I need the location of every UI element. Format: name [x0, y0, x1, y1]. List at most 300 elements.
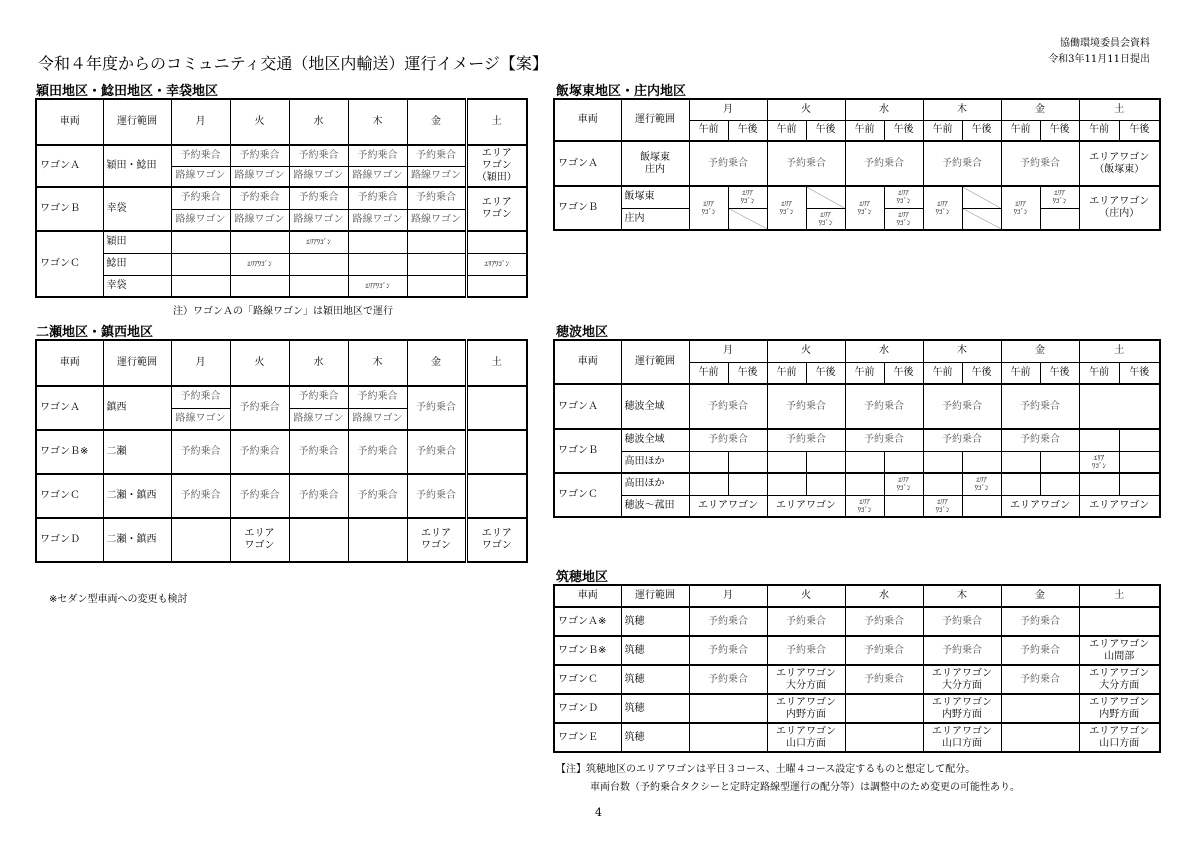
cell: 予約乗合: [289, 386, 348, 408]
cell: [689, 451, 728, 473]
range-c2: 鯰田: [103, 253, 171, 275]
cell-text: ﾜｺﾞﾝ: [1013, 208, 1028, 216]
header-pm: 午後: [962, 120, 1001, 141]
cell-text: エリアワゴン: [776, 725, 836, 737]
cell: [1040, 473, 1079, 495]
cell: [845, 186, 884, 230]
cell-text: エリア: [244, 528, 275, 539]
cell-text: 庄内: [645, 163, 665, 175]
cell: 予約乗合: [230, 474, 289, 518]
cell-text: ﾜｺﾞﾝ: [857, 505, 872, 514]
range: 筑穂: [621, 636, 689, 665]
cell: [348, 518, 407, 562]
cell: ｴﾘｱﾜｺﾞﾝ: [230, 253, 289, 275]
cell: [230, 518, 289, 562]
vehicle-e: ワゴンＥ: [554, 723, 621, 752]
vehicle-a: ワゴンＡ: [554, 141, 621, 186]
header-fri: 金: [1001, 99, 1079, 120]
cell-text: エリアワゴン: [932, 696, 992, 708]
header-vehicle: 車両: [36, 99, 103, 145]
header-vehicle: 車両: [36, 340, 103, 386]
header-tue: 火: [230, 340, 289, 386]
cell-text: エリアワゴン: [1089, 667, 1150, 679]
cell-text: 山口方面: [942, 737, 982, 749]
cell-text: エリアワゴン: [1089, 151, 1150, 163]
header-mon: 月: [689, 340, 767, 362]
cell: 予約乗合: [923, 429, 1001, 451]
range-a: 穂波全域: [621, 384, 689, 429]
vehicle-c: ワゴンＣ: [554, 473, 621, 517]
cell: ｴﾘｱﾜｺﾞﾝ: [348, 275, 407, 297]
cell: 予約乗合: [923, 607, 1001, 636]
cell: [923, 723, 1001, 752]
cell: [466, 231, 527, 253]
cell: [689, 186, 728, 230]
vehicle-d: ワゴンＤ: [36, 518, 103, 562]
header-am: 午前: [767, 120, 806, 141]
vehicle-b: ワゴンＢ: [554, 186, 621, 230]
cell: [767, 694, 845, 723]
cell-text: ﾜｺﾞﾝ: [896, 197, 911, 206]
cell: 路線ワゴン: [348, 166, 407, 187]
vehicle-a: ワゴンＡ: [554, 384, 621, 429]
sat-a: [466, 145, 527, 187]
header-fri: 金: [407, 99, 466, 145]
vehicle-c: ワゴンＣ: [36, 474, 103, 518]
header-range: 運行範囲: [621, 340, 689, 384]
cell-text: 飯塚東: [640, 151, 670, 163]
cell: 予約乗合: [289, 474, 348, 518]
cell-text: ｴﾘｱ: [976, 476, 987, 485]
cell: ｴﾘｱﾜｺﾞﾝ: [466, 253, 527, 275]
cell-text: ﾜｺﾞﾝ: [1052, 197, 1067, 206]
cell: [1079, 473, 1119, 495]
vehicle-bx: ワゴンＢ※: [554, 636, 621, 665]
range-c: 二瀬・鎮西: [103, 474, 171, 518]
cell: [884, 451, 923, 473]
cell: [728, 473, 767, 495]
header-am: 午前: [845, 120, 884, 141]
cell-text: 山口方面: [786, 737, 826, 749]
header-am: 午前: [1001, 120, 1040, 141]
s3-footnote: ※セダン型車両への変更も検討: [49, 594, 188, 605]
cell: [884, 473, 923, 495]
cell: [289, 253, 348, 275]
cell-text: （飯塚東）: [1094, 163, 1145, 175]
cell-text: ﾜｺﾞﾝ: [896, 484, 911, 493]
cell: [230, 231, 289, 253]
cell: 予約乗合: [289, 145, 348, 166]
cell-text: ｴﾘｱ: [937, 200, 948, 208]
cell: 路線ワゴン: [171, 209, 230, 231]
cell: [1001, 473, 1040, 495]
header-wed: 水: [289, 340, 348, 386]
range: 筑穂: [621, 694, 689, 723]
range: 筑穂: [621, 723, 689, 752]
header-pm: 午後: [884, 362, 923, 384]
cell: [1079, 665, 1160, 694]
header-mon: 月: [171, 340, 230, 386]
cell-text: （庄内）: [1099, 208, 1140, 219]
vehicle-c: ワゴンＣ: [36, 231, 103, 297]
header-tue: 火: [230, 99, 289, 145]
cell: 予約乗合: [689, 384, 767, 429]
cell: [806, 208, 845, 230]
cell-text: ﾜｺﾞﾝ: [935, 505, 950, 514]
submission-date: 令和3年11月11日提出: [1048, 54, 1150, 65]
header-fri: 金: [407, 340, 466, 386]
cell: 予約乗合: [230, 145, 289, 166]
cell: 予約乗合: [689, 636, 767, 665]
cell: [845, 451, 884, 473]
cell: 予約乗合: [767, 141, 845, 186]
cell: 予約乗合: [1001, 141, 1079, 186]
cell: [845, 495, 884, 517]
cell: 予約乗合: [289, 187, 348, 209]
cell-text: 大分方面: [1099, 679, 1140, 691]
cell-text: エリアワゴン: [932, 725, 992, 737]
cell-text: ﾜｺﾞﾝ: [701, 208, 716, 216]
cell-text: エリア: [481, 197, 512, 208]
cell: [230, 275, 289, 297]
vehicle-b: ワゴンＢ: [36, 187, 103, 231]
cell-text: 内野方面: [1099, 708, 1140, 720]
cell-text: エリアワゴン: [776, 696, 836, 708]
cell: 予約乗合: [1001, 665, 1079, 694]
header-tue: 火: [767, 585, 845, 607]
header-vehicle: 車両: [554, 585, 621, 607]
cell: [1040, 451, 1079, 473]
s5-note-2: 車両台数（予約乗合タクシーと定時定路線型運行の配分等）は調整中のため変更の可能性あり。: [590, 782, 1020, 793]
cell: エリアワゴン: [1079, 495, 1160, 517]
cell: [1001, 186, 1040, 230]
cell: エリアワゴン: [767, 495, 845, 517]
cell: 予約乗合: [845, 665, 923, 694]
cell: 予約乗合: [348, 474, 407, 518]
cell-text: 山間部: [1104, 650, 1135, 662]
cell: エリアワゴン: [1001, 495, 1079, 517]
cell: [1040, 186, 1079, 208]
header-thu: 木: [923, 340, 1001, 362]
cell: 予約乗合: [923, 636, 1001, 665]
schedule-table-s3: [35, 339, 528, 563]
cell: [962, 186, 1001, 208]
cell: [845, 723, 923, 752]
cell: [767, 186, 806, 230]
cell: [171, 275, 230, 297]
cell: 予約乗合: [767, 607, 845, 636]
cell: [289, 275, 348, 297]
section-title-s2: 飯塚東地区・庄内地区: [556, 84, 687, 99]
range-b1: 穂波全域: [621, 429, 689, 451]
range: 筑穂: [621, 665, 689, 694]
cell: [171, 253, 230, 275]
cell: 路線ワゴン: [230, 166, 289, 187]
cell: [884, 186, 923, 208]
range: 筑穂: [621, 607, 689, 636]
cell: 路線ワゴン: [407, 209, 466, 231]
header-thu: 木: [923, 585, 1001, 607]
header-thu: 木: [348, 340, 407, 386]
header-vehicle: 車両: [554, 99, 621, 141]
header-sat: 土: [1079, 99, 1160, 120]
header-sat: 土: [466, 340, 527, 386]
header-pm: 午後: [728, 362, 767, 384]
cell: 予約乗合: [1001, 384, 1079, 429]
cell: エリアワゴン: [689, 495, 767, 517]
cell: [806, 473, 845, 495]
cell: 路線ワゴン: [407, 166, 466, 187]
range-b1: 飯塚東: [621, 186, 689, 208]
cell: 路線ワゴン: [348, 408, 407, 430]
cell: [923, 186, 962, 230]
cell: 路線ワゴン: [230, 209, 289, 231]
cell: [767, 451, 806, 473]
cell: [1001, 694, 1079, 723]
cell-text: ワゴン: [421, 540, 451, 551]
range-b: 二瀬: [103, 430, 171, 474]
cell: 予約乗合: [171, 386, 230, 408]
cell: 予約乗合: [923, 384, 1001, 429]
header-sat: 土: [466, 99, 527, 145]
range-c1: 高田ほか: [621, 473, 689, 495]
cell: 予約乗合: [767, 636, 845, 665]
header-pm: 午後: [884, 120, 923, 141]
cell-text: ｴﾘｱ: [703, 200, 714, 208]
cell: 予約乗合: [230, 187, 289, 209]
cell: [1119, 429, 1160, 451]
cell: 予約乗合: [407, 145, 466, 166]
header-pm: 午後: [962, 362, 1001, 384]
cell: [728, 451, 767, 473]
sat-a: [1079, 141, 1160, 186]
header-sat: 土: [1079, 585, 1160, 607]
cell-text: 大分方面: [942, 679, 982, 691]
sat-b: [1079, 186, 1160, 230]
cell: [289, 518, 348, 562]
header-pm: 午後: [1040, 362, 1079, 384]
cell: 路線ワゴン: [171, 408, 230, 430]
cell-text: エリアワゴン: [1089, 196, 1150, 207]
cell: 路線ワゴン: [289, 408, 348, 430]
cell-text: ｴﾘｱ: [898, 189, 909, 198]
cell: 予約乗合: [1001, 607, 1079, 636]
cell: 予約乗合: [348, 187, 407, 209]
cell: 予約乗合: [689, 141, 767, 186]
cell: [884, 495, 923, 517]
cell: [171, 518, 230, 562]
cell: 予約乗合: [689, 665, 767, 694]
cell-text: エリアワゴン: [1089, 638, 1150, 650]
committee-name: 協働環境委員会資料: [1060, 38, 1150, 49]
cell: 予約乗合: [689, 607, 767, 636]
cell: [407, 231, 466, 253]
header-wed: 水: [845, 340, 923, 362]
cell-text: ワゴン: [244, 540, 275, 551]
cell: 予約乗合: [348, 386, 407, 408]
header-thu: 木: [923, 99, 1001, 120]
header-fri: 金: [1001, 585, 1079, 607]
cell-text: ﾜｺﾞﾝ: [974, 484, 989, 493]
header-mon: 月: [689, 99, 767, 120]
cell: 路線ワゴン: [348, 209, 407, 231]
cell: 予約乗合: [407, 386, 466, 430]
cell-text: エリアワゴン: [776, 667, 836, 679]
cell-text: 内野方面: [786, 708, 826, 720]
header-range: 運行範囲: [103, 99, 171, 145]
sat-b: [466, 187, 527, 231]
header-wed: 水: [845, 585, 923, 607]
range-a: 穎田・鯰田: [103, 145, 171, 187]
cell: [466, 275, 527, 297]
header-mon: 月: [689, 585, 767, 607]
range-b2: 庄内: [621, 208, 689, 230]
vehicle-a: ワゴンＡ: [36, 386, 103, 430]
header-am: 午前: [767, 362, 806, 384]
vehicle-c: ワゴンＣ: [554, 665, 621, 694]
cell: [923, 473, 962, 495]
cell: [466, 386, 527, 430]
cell: [1079, 429, 1119, 451]
cell: ｴﾘｱﾜｺﾞﾝ: [289, 231, 348, 253]
cell: [1119, 451, 1160, 473]
cell: 予約乗合: [845, 607, 923, 636]
cell: 予約乗合: [767, 384, 845, 429]
cell-text: ｴﾘｱ: [898, 210, 909, 219]
cell: [845, 694, 923, 723]
cell: 予約乗合: [171, 145, 230, 166]
page-title: 令和４年度からのコミュニティ交通（地区内輸送）運行イメージ【案】: [38, 54, 548, 73]
vehicle-bx: ワゴンＢ※: [36, 430, 103, 474]
cell: [407, 253, 466, 275]
cell: 予約乗合: [407, 430, 466, 474]
header-fri: 金: [1001, 340, 1079, 362]
vehicle-a: ワゴンＡ: [36, 145, 103, 187]
header-vehicle: 車両: [554, 340, 621, 384]
header-tue: 火: [767, 99, 845, 120]
cell-text: エリア: [421, 528, 451, 539]
cell: [767, 473, 806, 495]
s1-note: 注）ワゴンＡの「路線ワゴン」は穎田地区で運行: [173, 306, 393, 317]
cell-text: ｴﾘｱ: [820, 210, 831, 219]
cell-text: ｴﾘｱ: [781, 200, 792, 208]
cell: [1079, 694, 1160, 723]
cell: 予約乗合: [171, 474, 230, 518]
header-pm: 午後: [1119, 362, 1160, 384]
range-a: 鎮西: [103, 386, 171, 430]
vehicle-ax: ワゴンＡ※: [554, 607, 621, 636]
header-am: 午前: [689, 362, 728, 384]
cell-text: ワゴン: [481, 540, 512, 551]
cell-text: ワゴン: [481, 160, 512, 171]
range-a: [621, 141, 689, 186]
schedule-table-s5: [553, 584, 1161, 753]
header-am: 午前: [923, 120, 962, 141]
cell: [767, 665, 845, 694]
cell: 予約乗合: [1001, 636, 1079, 665]
header-wed: 水: [845, 99, 923, 120]
cell-text: ﾜｺﾞﾝ: [857, 208, 872, 216]
cell: [466, 474, 527, 518]
cell-text: ﾜｺﾞﾝ: [935, 208, 950, 216]
cell: 予約乗合: [845, 636, 923, 665]
range-c1: 穎田: [103, 231, 171, 253]
cell: [1079, 384, 1160, 429]
cell-text: ｴﾘｱ: [859, 200, 870, 208]
header-pm: 午後: [1040, 120, 1079, 141]
cell: 予約乗合: [230, 430, 289, 474]
cell: [962, 208, 1001, 230]
cell: [689, 723, 767, 752]
page-number: 4: [595, 806, 602, 819]
cell: [407, 518, 466, 562]
cell-text: ｴﾘｱ: [1015, 200, 1026, 208]
cell: [923, 495, 962, 517]
cell: 予約乗合: [845, 384, 923, 429]
cell-text: ｴﾘｱ: [1054, 189, 1065, 198]
cell-text: 内野方面: [942, 708, 982, 720]
header-pm: 午後: [806, 120, 845, 141]
cell: [1001, 451, 1040, 473]
cell: [1119, 473, 1160, 495]
range-d: 二瀬・鎮西: [103, 518, 171, 562]
section-title-s3: 二瀬地区・鎮西地区: [36, 325, 154, 340]
vehicle-d: ワゴンＤ: [554, 694, 621, 723]
range-b: 幸袋: [103, 187, 171, 231]
header-range: 運行範囲: [621, 99, 689, 141]
header-sat: 土: [1079, 340, 1160, 362]
cell-text: エリア: [481, 528, 512, 539]
cell: [806, 451, 845, 473]
cell-text: ﾜｺﾞﾝ: [779, 208, 794, 216]
header-tue: 火: [767, 340, 845, 362]
cell: 予約乗合: [171, 430, 230, 474]
cell-text: ﾜｺﾞﾝ: [818, 218, 833, 227]
cell-text: ｴﾘｱ: [1093, 453, 1105, 462]
header-am: 午前: [1079, 120, 1119, 141]
cell: [348, 253, 407, 275]
header-wed: 水: [289, 99, 348, 145]
header-thu: 木: [348, 99, 407, 145]
cell: [689, 694, 767, 723]
cell-text: ｴﾘｱ: [859, 497, 870, 506]
header-am: 午前: [923, 362, 962, 384]
header-am: 午前: [1001, 362, 1040, 384]
cell: 予約乗合: [289, 430, 348, 474]
cell-text: ｴﾘｱ: [937, 497, 948, 506]
cell-text: エリアワゴン: [1089, 696, 1150, 708]
schedule-table-s2: [553, 98, 1161, 231]
cell: [466, 430, 527, 474]
cell-text: ﾜｺﾞﾝ: [1092, 461, 1106, 470]
cell-text: エリア: [481, 148, 512, 159]
cell-text: ﾜｺﾞﾝ: [896, 218, 911, 227]
section-title-s5: 筑穂地区: [556, 570, 609, 585]
cell: 予約乗合: [407, 187, 466, 209]
s5-note-1: 【注】筑穂地区のエリアワゴンは平日３コース、土曜４コース設定するものと想定して配分。: [556, 764, 976, 775]
cell: 予約乗合: [923, 141, 1001, 186]
cell: [1079, 723, 1160, 752]
cell: [923, 665, 1001, 694]
header-range: 運行範囲: [103, 340, 171, 386]
cell-text: 大分方面: [786, 679, 826, 691]
header-pm: 午後: [806, 362, 845, 384]
cell: [962, 473, 1001, 495]
range-c3: 幸袋: [103, 275, 171, 297]
cell: 路線ワゴン: [289, 209, 348, 231]
cell: 予約乗合: [171, 187, 230, 209]
header-am: 午前: [689, 120, 728, 141]
